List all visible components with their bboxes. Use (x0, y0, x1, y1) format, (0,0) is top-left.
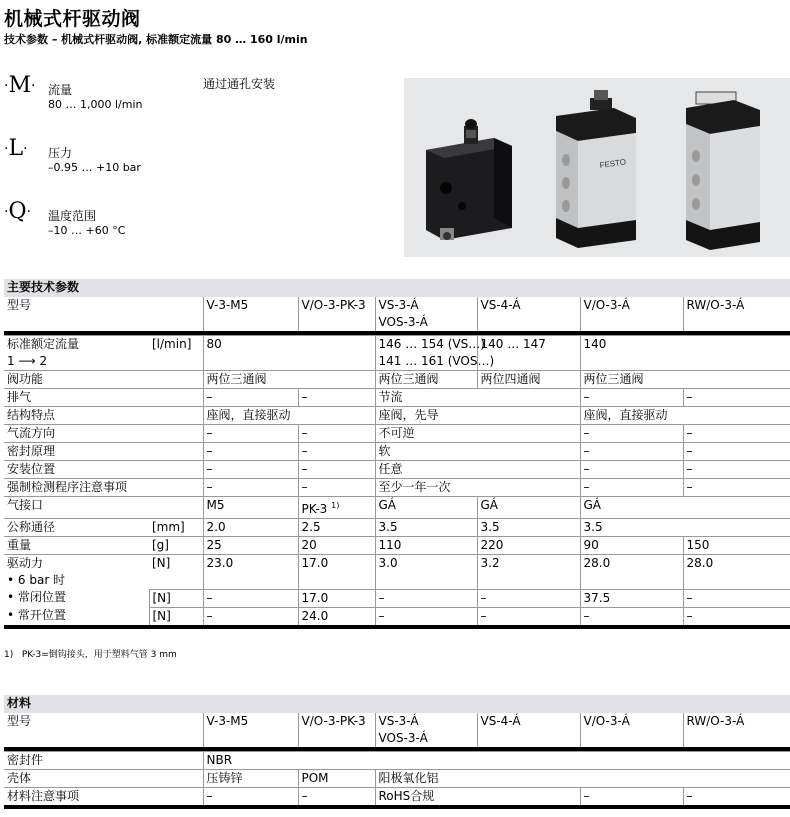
model-header: VS-4-Á (477, 713, 580, 747)
table-row: 强制检测程序注意事项 – – 至少一年一次 – – (4, 479, 790, 497)
spec-pressure-value: –0.95 … +10 bar (48, 161, 141, 174)
model-header: V-3-M5 (203, 713, 298, 747)
row-sublabel: 1 ⟶ 2 (7, 354, 48, 368)
model-header: V/O-3-PK-3 (298, 297, 375, 331)
footnote-text: PK-3=倒钩接头，用于塑料气管 3 mm (21, 650, 177, 660)
model-header: VS-4-Á (477, 297, 580, 331)
table-row: • 常闭位置 [N] – 17.0 – – 37.5 – (4, 589, 790, 607)
table-row: • 常开位置 [N] – 24.0 – – – – (4, 607, 790, 625)
table-row: 密封原理 – – 软 – – (4, 443, 790, 461)
page-subtitle: 技术参数 – 机械式杆驱动阀, 标准额定流量 80 … 160 l/min (4, 33, 308, 46)
spec-flow-value: 80 … 1,000 l/min (48, 98, 143, 111)
table-row: 排气 – – 节流 – – (4, 389, 790, 407)
row-label: 标准额定流量 (7, 337, 80, 351)
spec-flow: ·M· 流量 80 … 1,000 l/min (4, 73, 143, 111)
footnote-number: 1) (4, 650, 14, 660)
table-row: 材料注意事项 – – RoHS合规 – – (4, 788, 790, 806)
table-row: 结构特点 座阀，直接驱动 座阀，先导 座阀，直接驱动 (4, 407, 790, 425)
middle-valve-image (556, 90, 636, 248)
footnote (4, 647, 177, 660)
product-photo (404, 78, 790, 257)
valve-illustration (404, 78, 790, 257)
model-header: RW/O-3-Á (683, 297, 790, 331)
black-valve-image (426, 119, 512, 240)
spec-flow-label: 流量 (48, 83, 73, 97)
spec-pressure-label: 压力 (48, 146, 73, 160)
model-header: V-3-M5 (203, 297, 298, 331)
model-header: V/O-3-PK-3 (298, 713, 375, 747)
spec-pressure: ·L· 压力 –0.95 … +10 bar (4, 136, 141, 174)
table-row: 气流方向 – – 不可逆 – – (4, 425, 790, 443)
table-row: 安装位置 – – 任意 – – (4, 461, 790, 479)
model-header: VS-3-Á VOS-3-Á (375, 713, 477, 747)
material-table (4, 695, 790, 809)
brand-label: FESTO (599, 157, 627, 170)
main-table-title: 主要技术参数 (4, 279, 790, 297)
unit: [l/min] (149, 336, 203, 371)
table-row: 标准额定流量 1 ⟶ 2 [l/min] 80 146 … 154 (VS…) 141 … 161 (VOS…) 140 … 147 140 (4, 336, 790, 371)
table-row: 阀功能 两位三通阀 两位三通阀 两位四通阀 两位三通阀 (4, 371, 790, 389)
spec-flow-letter: M (8, 73, 31, 98)
table-row: 重量 [g] 25 20 110 220 90 150 (4, 537, 790, 555)
spec-temperature: ·Q· 温度范围 –10 … +60 °C (4, 199, 126, 237)
type-label: 型号 (7, 714, 32, 728)
table-row: 密封件 NBR (4, 752, 790, 770)
spec-temp-value: –10 … +60 °C (48, 224, 126, 237)
main-spec-table (4, 279, 790, 629)
model-header-alt: VOS-3-Á (378, 315, 428, 329)
table-row: 气接口 M5 PK-3 $^{1)}$ GÁ GÁ GÁ (4, 497, 790, 519)
model-header: VS-3-Á VOS-3-Á (375, 297, 477, 331)
table-row: 驱动力 • 6 bar 时 [N] 23.0 17.0 3.0 3.2 28.0 28.0 (4, 555, 790, 590)
model-header: V/O-3-Á (580, 713, 683, 747)
page-title: 机械式杆驱动阀 (4, 8, 141, 30)
footnote-ref: 1) (331, 501, 340, 510)
model-header: V/O-3-Á (580, 297, 683, 331)
table-row: 壳体 压铸锌 POM 阳极氧化铝 (4, 770, 790, 788)
model-header: RW/O-3-Á (683, 713, 790, 747)
type-label: 型号 (7, 298, 32, 312)
model-header-alt: VOS-3-Á (378, 731, 428, 745)
spec-temp-letter: Q (8, 199, 27, 224)
right-valve-image (686, 92, 760, 250)
material-table-title: 材料 (4, 695, 790, 713)
mounting-note: 通过通孔安装 (203, 77, 276, 91)
spec-pressure-letter: L (8, 136, 24, 161)
spec-temp-label: 温度范围 (48, 209, 97, 223)
table-row: 公称通径 [mm] 2.0 2.5 3.5 3.5 3.5 (4, 519, 790, 537)
